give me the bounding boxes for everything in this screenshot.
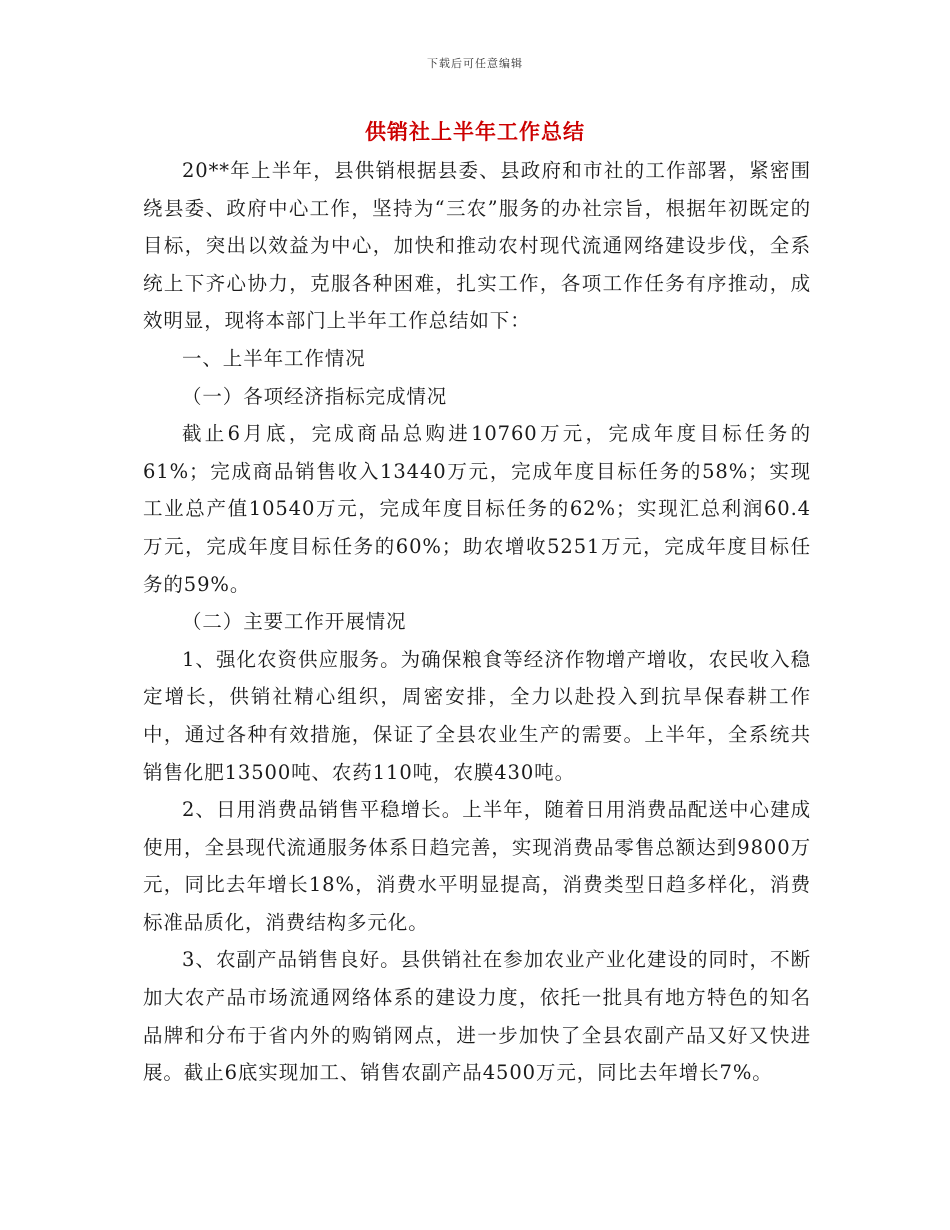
paragraph-intro: 20**年上半年，县供销根据县委、县政府和市社的工作部署，紧密围绕县委、政府中心工作，坚持为“三农”服务的办社宗旨，根据年初既定的目标，突出以效益为中心，加快和推动农村现代流通网络建设步伐，全系统上下齐心协力，克服各种困难，扎实工作，各项工作任务有序推动，成效明显，现将本部门上半年工作总结如下： — [143, 159, 811, 333]
subsection-heading-main-work: （二）主要工作开展情况 — [182, 610, 407, 634]
section-heading-1: 一、上半年工作情况 — [182, 346, 366, 370]
paragraph-agri-products: 3、农副产品销售良好。县供销社在参加农业产业化建设的同时，不断加大农产品市场流通网络体系的建设力度，依托一批具有地方特色的知名品牌和分布于省内外的购销网点，进一步加快了全县农副产品又好又快进展。截止6底实现加工、销售农副产品4500万元，同比去年增长7%。 — [143, 948, 811, 1085]
paragraph-economic-indicators: 截止6月底，完成商品总购进10760万元，完成年度目标任务的61%；完成商品销售收入13440万元，完成年度目标任务的58%；实现工业总产值10540万元，完成年度目标任务的62%；实现汇总利润60.4万元，完成年度目标任务的60%；助农增收5251万元，完成年度目标任务的59%。 — [143, 422, 811, 596]
subsection-heading-economic-indicators: （一）各项经济指标完成情况 — [182, 384, 448, 408]
document-body — [143, 152, 811, 1092]
document-title: 供销社上半年工作总结 — [365, 119, 585, 144]
header-note: 下载后可任意编辑 — [427, 57, 523, 70]
paragraph-agri-supply: 1、强化农资供应服务。为确保粮食等经济作物增产增收，农民收入稳定增长，供销社精心组织，周密安排，全力以赴投入到抗旱保春耕工作中，通过各种有效措施，保证了全县农业生产的需要。上半年，全系统共销售化肥13500吨、农药110吨，农膜430吨。 — [143, 647, 811, 784]
paragraph-consumer-goods: 2、日用消费品销售平稳增长。上半年，随着日用消费品配送中心建成使用，全县现代流通服务体系日趋完善，实现消费品零售总额达到9800万元，同比去年增长18%，消费水平明显提高，消费类型日趋多样化，消费标准品质化，消费结构多元化。 — [143, 798, 811, 934]
